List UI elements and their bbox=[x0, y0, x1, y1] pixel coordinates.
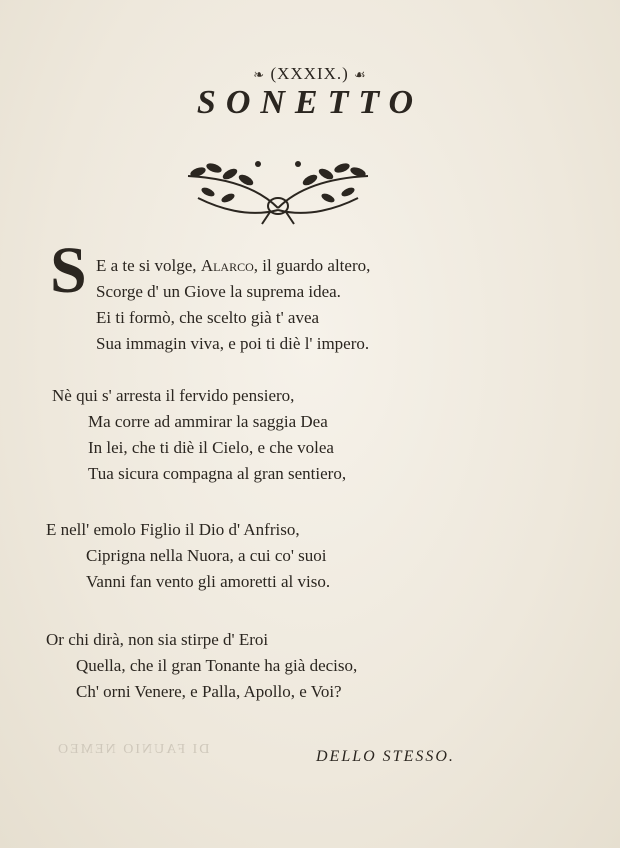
poem-line: Sua immagin viva, e poi ti diè l' impero. bbox=[96, 334, 370, 353]
line-text: E a te si volge, bbox=[96, 256, 201, 275]
signature: DELLO STESSO. bbox=[316, 748, 455, 765]
poem-line: Ei ti formò, che scelto già t' avea bbox=[96, 308, 320, 327]
drop-capital: S bbox=[50, 234, 87, 307]
poem-line: Ma corre ad ammirar la saggia Dea bbox=[88, 412, 328, 431]
poem-line: Scorge d' un Giove la suprema idea. bbox=[96, 282, 341, 301]
line-text: , il guardo altero, bbox=[253, 256, 371, 275]
poem-line: Or chi dirà, non sia stirpe d' Eroi bbox=[46, 630, 269, 649]
poem-line bbox=[96, 256, 370, 276]
dedicatee-name: Alarco bbox=[200, 256, 254, 275]
poem-line: Quella, che il gran Tonante ha già deciso, bbox=[76, 656, 358, 675]
right-fleuron-icon: ☙ bbox=[354, 67, 367, 82]
sonnet-number-text: (XXXIX.) bbox=[270, 64, 349, 83]
left-fleuron-icon: ❧ bbox=[253, 67, 266, 82]
poem-line: Vanni fan vento gli amoretti al viso. bbox=[86, 572, 331, 591]
poem-line: Ch' orni Venere, e Palla, Apollo, e Voi? bbox=[76, 682, 342, 701]
bleed-through-text: DI FAUNIO NEMEO bbox=[56, 742, 210, 757]
poem-line: Ciprigna nella Nuora, a cui co' suoi bbox=[86, 546, 327, 565]
poem-line: Nè qui s' arresta il fervido pensiero, bbox=[52, 386, 295, 405]
sonnet-number bbox=[0, 64, 620, 84]
page-title: SONETTO bbox=[196, 84, 424, 121]
poem-line: Tua sicura compagna al gran sentiero, bbox=[88, 464, 347, 483]
poem-line: E nell' emolo Figlio il Dio d' Anfriso, bbox=[46, 520, 300, 539]
poem-line: In lei, che ti diè il Cielo, e che volea bbox=[88, 438, 334, 457]
floral-vignette-icon bbox=[178, 148, 378, 226]
